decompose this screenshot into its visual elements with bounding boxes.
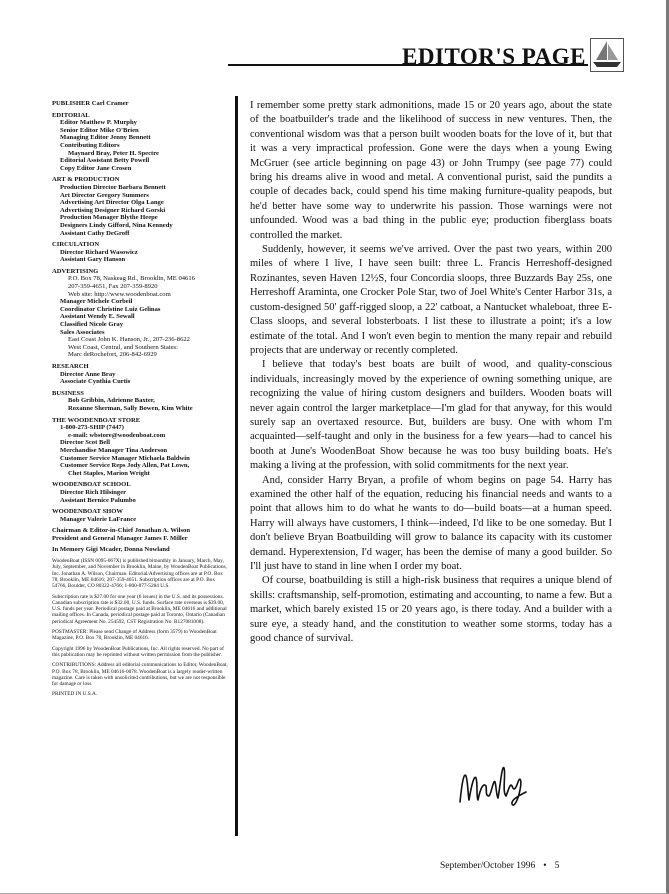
article-paragraph: And, consider Harry Bryan, a profile of whom begins on page 54. Harry has examined the other half of the equation, reducing his financial needs and wants to a point that allows him to do what he wants to do—build boats—at a human speed. Harry will always have customers, I think—indeed, I'd like to be one someday. But I don't believe Bryan Boatbuilding will grow to balance its capacity with its customer demand. Hyperextension, I'd wager, has been the demise of many a good builder. So I'll just have to stand in line when I order my boat. <box>250 474 612 572</box>
masthead-line: Designers Lindy Gifford, Nina Kennedy <box>60 221 173 229</box>
masthead-section <box>52 527 228 542</box>
article-paragraph: I remember some pretty stark admonitions, made 15 or 20 years ago, about the state of the boatbuilder's trade and the likelihood of success in new ventures. Then, the conventional wisdom was that a person built wooden boats for the love of it, but that it was a very impractical profession. Gone were the days when a young Ewing McGruer (see article beginning on page 43) or John Trumpy (see page 77) could bring his dreams alive in wood and metal. A conventional purist, said the pundits a couple of decades back, could spend his time making furniture-quality peapods, but he'd better have some way to underwrite his passion. Those warnings were not unfounded. Wood was a bad thing in the public eye; production fiberglass boats controlled the market. <box>250 100 612 241</box>
article-paragraph: Suddenly, however, it seems we've arrived. Over the past two years, within 200 miles of where I live, I have seen built: three L. Francis Herreshoff-designed Rozinantes, seven Haven 12½S, four Concordia sloops, three Buzzards Bay 25s, one Herreshoff Araminta, one Crocker Pole Star, two of Joel White's Center Harbor 31s, a custom-designed 50' gaff-rigged sloop, a 22' catboat, a Nantucket whaleboat, three E-Class sloops, and several lobsterboats. I list these to illustrate a point; it's a low estimate of the total. And I won't even begin to mention the many repair and rebuild projects that are underway or recently completed. <box>250 244 612 356</box>
masthead-line: In Memory Gigi Mcader, Donna Nowland <box>52 546 170 554</box>
masthead-line: Production Director Barbara Bennett <box>60 183 166 191</box>
masthead-line: Chairman & Editor-in-Chief Jonathan A. Wilson <box>52 527 191 535</box>
signature-icon <box>456 752 528 812</box>
masthead-line: Assistant Bernice Palumbo <box>60 496 136 504</box>
masthead-line: Manager Michele Corbeil <box>60 298 133 306</box>
masthead-line: Assistant Wendy E. Sewall <box>60 313 135 321</box>
masthead-section <box>52 417 228 478</box>
masthead-section <box>52 100 228 108</box>
masthead-line: Advertising Art Director Olga Lange <box>60 199 164 207</box>
masthead-section <box>52 546 228 554</box>
boat-logo-icon <box>590 38 624 72</box>
masthead-line: Advertising Designer Richard Gorski <box>60 206 166 214</box>
masthead-line: West Coast, Central, and Southern States: <box>68 343 178 351</box>
masthead-line: WOODENBOAT SCHOOL <box>52 481 131 489</box>
page-footer <box>440 861 559 871</box>
publication-notice: PRINTED IN U.S.A. <box>52 691 98 698</box>
page-title: EDITOR'S PAGE <box>402 44 586 69</box>
masthead-line: Associate Cynthia Curtis <box>60 378 131 386</box>
masthead-line: EDITORIAL <box>52 111 90 119</box>
masthead-line: Director Anne Bray <box>60 370 116 378</box>
masthead-line: Copy Editor Jane Crosen <box>60 164 132 172</box>
masthead-line: Customer Service Reps Jody Allen, Pat Lown, <box>60 462 190 470</box>
masthead-line: Manager Valerie LaFrance <box>60 515 137 523</box>
masthead-line: Director Scot Bell <box>60 439 110 447</box>
masthead-line: Contributing Editors <box>60 141 120 149</box>
masthead-section <box>52 176 228 237</box>
masthead-line: RESEARCH <box>52 363 89 370</box>
masthead-line: Chet Staples, Marion Wright <box>68 469 150 477</box>
masthead-line: Director Richard Wasowicz <box>60 248 138 256</box>
masthead-line: BUSINESS <box>52 389 84 397</box>
masthead-line: Sales Associates <box>60 328 105 336</box>
article-paragraph: I believe that today's best boats are built of wood, and quality-conscious individuals, increasingly moved by the experience of owning something unique, are recognizing the value of hiring custom designers and builders. Wooden boats will never again control the larger marketplace—I'm glad for that anyway, for this would surely sap an overtaxed resource. But, builders are busy. One with whom I'm acquainted—self-taught and only in the business for a few years—had to cancel his booth at June's WoodenBoat Show because he was too busy building boats. He's making a living at the profession, with solid commitments for the next year. <box>250 359 612 472</box>
masthead-line: East Coast John K. Hanson, Jr., 207-236-8622 <box>68 336 190 344</box>
masthead-line: Assistant Gary Hanson <box>60 256 126 264</box>
masthead-line: THE WOODENBOAT STORE <box>52 416 141 424</box>
masthead-line: Production Manager Blythe Heepe <box>60 214 158 222</box>
issue-date: September/October 1996 <box>440 861 536 871</box>
masthead-line: P.O. Box 78, Naskeag Rd., Brooklin, ME 04616 <box>68 275 195 283</box>
masthead-line: Customer Service Manager Michaela Baldwin <box>60 454 190 462</box>
masthead-line: Art Director Gregory Summers <box>60 191 149 199</box>
masthead-line: Marc deRochefort, 206-842-6929 <box>68 351 157 359</box>
masthead-line: Director Rich Hilsinger <box>60 488 127 496</box>
masthead-line: Web site: http://www.woodenboat.com <box>68 290 171 298</box>
masthead-section <box>52 241 228 264</box>
masthead-line: 207-359-4651, Fax 207-359-8920 <box>68 283 158 291</box>
masthead-section <box>52 363 228 386</box>
masthead-line: 1-800-273-SHIP (7447) <box>60 424 124 432</box>
masthead-line: Bob Gribbin, Adrienne Baxter, <box>68 397 155 405</box>
page-header <box>228 44 588 70</box>
masthead <box>52 100 228 702</box>
masthead-section <box>52 390 228 413</box>
masthead-section <box>52 508 228 523</box>
masthead-line: ADVERTISING <box>52 267 99 275</box>
masthead-line: Merchandise Manager Tina Anderson <box>60 446 168 454</box>
editorial-article <box>250 99 612 646</box>
masthead-line: Classified Nicole Gray <box>60 321 123 329</box>
masthead-line: ART & PRODUCTION <box>52 176 120 184</box>
masthead-line: Editor Matthew P. Murphy <box>60 119 137 127</box>
masthead-line: President and General Manager James F. Miller <box>52 534 188 542</box>
masthead-line: CIRCULATION <box>52 241 100 249</box>
masthead-line: PUBLISHER Carl Cramer <box>52 100 129 107</box>
masthead-line: Roxanne Sherman, Sally Bowen, Kim White <box>68 404 193 412</box>
masthead-section <box>52 481 228 504</box>
masthead-line: Maynard Bray, Peter H. Spectre <box>68 149 159 157</box>
masthead-line: Coordinator Christine Luiz Gelinas <box>60 305 161 313</box>
masthead-section <box>52 268 228 359</box>
publication-notice: CONTRIBUTIONS: Address all editorial communications to Editor, WoodenBoat, P.O. Box 78, Brooklin, ME 04616-0078. WoodenBoat is a largely reader-written magazine. Care is taken with unsolicited contributions, but we are not responsible for damage or loss. <box>52 662 228 688</box>
masthead-line: Editorial Assistant Betty Powell <box>60 157 150 165</box>
publication-notice: Copyright 1996 by WoodenBoat Publications, Inc. All rights reserved. No part of this publication may be reprinted without written permission from the publisher. <box>52 645 224 658</box>
publication-notice: POSTMASTER: Please send Change of Address (form 3579) to WoodenBoat Magazine, P.O. Box 78, Brooklin, ME 04616. <box>52 629 217 642</box>
masthead-section <box>52 112 228 173</box>
masthead-line: e-mail: wbstore@woodenboat.com <box>68 431 166 439</box>
masthead-line: WOODENBOAT SHOW <box>52 508 124 516</box>
masthead-line: Assistant Cathy DeGroff <box>60 229 130 237</box>
article-paragraph: Of course, boatbuilding is still a high-risk business that requires a unique blend of skills: craftsmanship, self-promotion, estimating and accounting, to name a few. But a market, which barely existed 15 or 20 years ago, is there today. And a builder with a sure eye, a steady hand, and the constitution to weather some storms, today has a good chance of survival. <box>250 575 612 645</box>
publication-notice: Subscription rate is $27.00 for one year (6 issues) in the U.S. and its possessions. Canadian subscription rate is $32.00, U.S. funds. Surface rate overseas is $39.00, U.S. funds per year. Periodical postage paid at Brooklin, ME 04616 and additional mailing offices. In Canada, periodical postage paid at Toronto, Ontario (Canadian periodical Agreement No. 254592, CST Registration No. R127081008). <box>52 593 227 625</box>
column-divider <box>235 96 238 836</box>
masthead-line: Managing Editor Jenny Bennett <box>60 134 151 142</box>
publication-notice: WoodenBoat (ISSN 0095-067X) is published bimonthly in January, March, May, July, September, and November in Brooklin, Maine, by WoodenBoat Publications, Inc. Jonathan A. Wilson, Chairman. Editorial/Advertising offices are at P.O. Box 78, Brooklin, ME 04616; 207-359-4651. Subscription offices are at P.O. Box 54766, Boulder, CO 80322-4766; 1-800-877-5284 U.S. <box>52 558 227 590</box>
page-number: 5 <box>554 861 560 871</box>
masthead-line: Senior Editor Mike O'Brien <box>60 126 139 134</box>
footer-separator: • <box>543 861 547 871</box>
